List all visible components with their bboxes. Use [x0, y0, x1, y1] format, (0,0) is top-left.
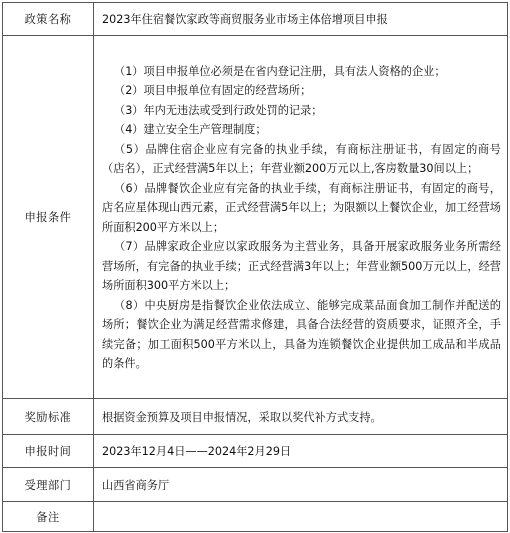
time-value: 2023年12月4日——2024年2月29日	[94, 435, 508, 468]
note-value	[94, 502, 508, 532]
department-value: 山西省商务厅	[94, 468, 508, 502]
condition-item: （6）品牌餐饮企业应有完备的执业手续，有商标注册证书，有固定的商号，店名应星体现山西元素，正式经营满5年以上；为限额以上餐饮企业，加工经营场所面积200平方米以上；	[102, 181, 501, 234]
row-policy-name	[3, 3, 508, 36]
row-department	[3, 468, 508, 502]
department-label: 受理部门	[3, 468, 94, 502]
condition-item: （5）品牌住宿企业应有完备的执业手续，有商标注册证书，有固定的商号（店名），正式经营满5年以上；年营业额200万元以上,客房数量30间以上；	[102, 142, 501, 175]
condition-item: （2）项目申报单位有固定的经营场所；	[114, 84, 312, 97]
row-reward	[3, 399, 508, 435]
policy-name-label: 政策名称	[3, 3, 94, 36]
conditions-label: 申报条件	[3, 36, 94, 399]
conditions-list	[94, 36, 508, 399]
condition-item: （4）建立安全生产管理制度；	[114, 123, 267, 136]
row-time	[3, 435, 508, 468]
row-note	[3, 502, 508, 532]
condition-item: （8）中央厨房是指餐饮企业依法成立、能够完成菜品面食加工制作并配送的场所；餐饮企业为满足经营需求修建，具备合法经营的资质要求，证照齐全，手续完备；加工面积500平方米以上，具备为连锁餐饮企业提供加工成品和半成品的条件。	[102, 298, 501, 370]
condition-item: （7）品牌家政企业应以家政服务为主营业务，具备开展家政服务业务所需经营场所，有完备的执业手续；正式经营满3年以上；年营业额500万元以上，经营场所面积300平方米以上；	[102, 240, 501, 292]
policy-table	[2, 2, 508, 532]
condition-item: （3）年内无违法或受到行政处罚的记录；	[114, 103, 323, 117]
row-conditions	[3, 36, 508, 399]
reward-value: 根据资金预算及项目申报情况，采取以奖代补方式支持。	[94, 399, 508, 435]
reward-label: 奖励标准	[3, 399, 94, 435]
policy-name-value: 2023年住宿餐饮家政等商贸服务业市场主体倍增项目申报	[94, 3, 508, 36]
note-label: 备注	[3, 502, 94, 532]
time-label: 申报时间	[3, 435, 94, 468]
condition-item: （1）项目申报单位必须是在省内登记注册，具有法人资格的企业；	[114, 64, 446, 78]
